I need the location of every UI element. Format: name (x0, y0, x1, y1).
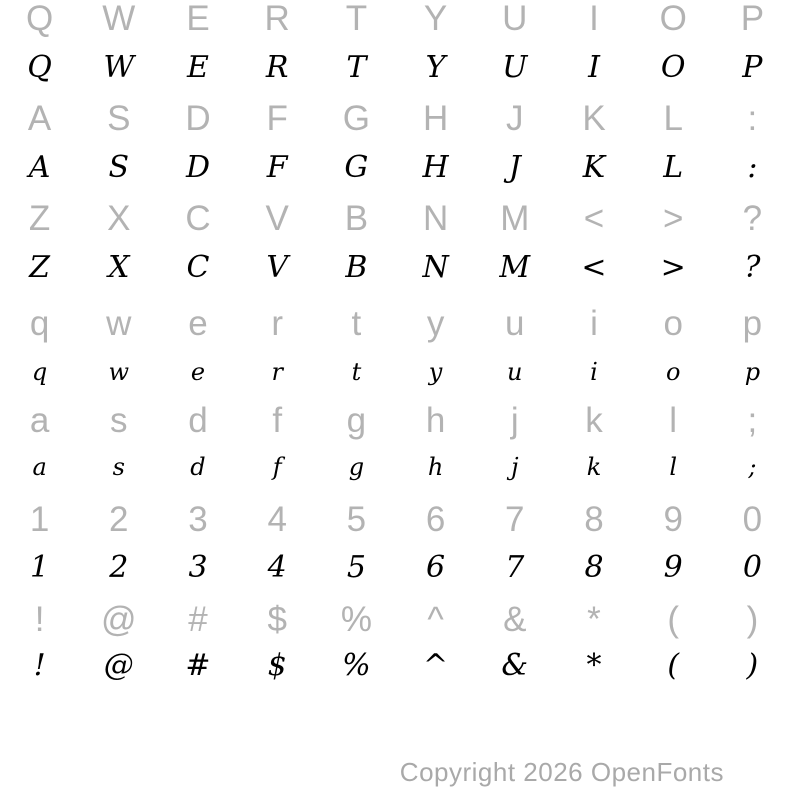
glyph-cell: ^ (423, 648, 449, 683)
glyph-cell: ^ (427, 599, 444, 639)
glyph-cell: 3 (188, 550, 208, 585)
glyph-cell: @ (101, 599, 137, 639)
glyph-cell: K (582, 150, 606, 185)
glyph-cell: P (742, 50, 763, 85)
specimen-glyph-row (0, 641, 792, 691)
glyph-cell: J (506, 98, 524, 138)
glyph-cell: ! (33, 648, 46, 683)
glyph-cell: a (29, 400, 50, 440)
glyph-cell: R (265, 50, 289, 85)
glyph-cell: 6 (426, 550, 446, 585)
glyph-cell: ) (746, 648, 759, 683)
reference-glyph-row (0, 93, 792, 143)
glyph-cell: 5 (346, 550, 366, 585)
glyph-cell: ? (742, 198, 763, 238)
glyph-cell: < (583, 198, 605, 238)
glyph-cell: % (342, 648, 371, 683)
glyph-cell: @ (103, 648, 134, 683)
glyph-cell: s (110, 400, 128, 440)
reference-glyph-row (0, 395, 792, 445)
glyph-cell: f (272, 400, 283, 440)
glyph-cell: M (499, 250, 531, 285)
glyph-cell: p (744, 358, 761, 386)
glyph-cell: w (108, 358, 130, 386)
glyph-cell: M (500, 198, 530, 238)
glyph-cell: H (422, 150, 449, 185)
glyph-cell: Z (28, 198, 51, 238)
reference-glyph-row (0, 298, 792, 348)
glyph-cell: o (663, 303, 683, 343)
glyph-cell: # (188, 599, 208, 639)
glyph-cell: s (112, 453, 125, 481)
glyph-cell: D (185, 150, 211, 185)
glyph-cell: L (663, 150, 684, 185)
glyph-cell: k (586, 453, 602, 481)
glyph-cell: R (264, 0, 290, 38)
glyph-cell: 4 (267, 499, 287, 539)
glyph-cell: O (660, 50, 686, 85)
glyph-cell: * (587, 599, 601, 639)
glyph-cell: S (108, 150, 130, 185)
glyph-cell: i (590, 358, 598, 386)
glyph-cell: e (188, 303, 208, 343)
glyph-cell: ; (747, 400, 758, 440)
glyph-cell: ; (748, 453, 757, 481)
glyph-cell: B (345, 250, 368, 285)
glyph-cell: 2 (109, 499, 129, 539)
glyph-cell: y (428, 358, 443, 386)
glyph-cell: ) (746, 599, 759, 639)
glyph-cell: 7 (505, 499, 525, 539)
glyph-cell: S (107, 98, 131, 138)
specimen-glyph-row (0, 442, 792, 492)
glyph-cell: Y (423, 0, 448, 38)
glyph-cell: C (186, 250, 210, 285)
glyph-cell: u (507, 358, 523, 386)
glyph-cell: X (108, 250, 130, 285)
glyph-cell: A (27, 98, 52, 138)
glyph-cell: * (586, 648, 602, 683)
glyph-cell: % (340, 599, 372, 639)
glyph-cell: 3 (188, 499, 208, 539)
glyph-cell: t (351, 303, 362, 343)
specimen-glyph-row (0, 43, 792, 93)
glyph-cell: t (351, 358, 362, 386)
glyph-cell: g (346, 400, 367, 440)
glyph-cell: 0 (742, 499, 763, 539)
glyph-cell: f (272, 453, 282, 481)
glyph-cell: : (747, 150, 758, 185)
glyph-cell: G (344, 150, 369, 185)
glyph-cell: 6 (425, 499, 446, 539)
glyph-cell: ( (667, 599, 680, 639)
reference-glyph-row (0, 0, 792, 43)
glyph-cell: g (348, 453, 365, 481)
glyph-cell: I (589, 0, 599, 38)
glyph-cell: p (742, 303, 763, 343)
copyright-text: Copyright 2026 OpenFonts (399, 757, 724, 787)
reference-glyph-row (0, 594, 792, 644)
glyph-cell: 8 (584, 550, 604, 585)
glyph-cell: Z (29, 250, 51, 285)
glyph-cell: F (266, 150, 288, 185)
glyph-cell: r (271, 358, 283, 386)
glyph-cell: N (422, 250, 449, 285)
glyph-cell: D (185, 98, 211, 138)
glyph-cell: h (427, 453, 444, 481)
glyph-cell: 2 (109, 550, 129, 585)
glyph-cell: q (29, 303, 50, 343)
reference-glyph-row (0, 193, 792, 243)
glyph-cell: 9 (663, 499, 683, 539)
glyph-cell: B (344, 198, 369, 238)
glyph-cell: G (342, 98, 370, 138)
glyph-cell: j (510, 400, 519, 440)
reference-glyph-row (0, 494, 792, 544)
glyph-cell: T (345, 0, 368, 38)
glyph-cell: T (346, 50, 367, 85)
glyph-cell: $ (267, 599, 287, 639)
glyph-cell: k (585, 400, 603, 440)
glyph-cell: o (665, 358, 681, 386)
glyph-cell: E (186, 0, 210, 38)
glyph-cell: : (747, 98, 758, 138)
glyph-cell: O (659, 0, 687, 38)
glyph-cell: C (185, 198, 211, 238)
glyph-cell: V (266, 250, 289, 285)
glyph-cell: 1 (29, 499, 50, 539)
glyph-cell: W (103, 50, 135, 85)
glyph-cell: 8 (584, 499, 604, 539)
glyph-cell: q (31, 358, 48, 386)
glyph-cell: > (662, 198, 684, 238)
glyph-cell: L (663, 98, 683, 138)
glyph-cell: u (505, 303, 525, 343)
glyph-cell: h (425, 400, 446, 440)
glyph-cell: H (422, 98, 449, 138)
glyph-cell: N (422, 198, 449, 238)
glyph-cell: P (740, 0, 765, 38)
glyph-cell: w (106, 303, 132, 343)
glyph-cell: X (107, 198, 131, 238)
specimen-glyph-row (0, 347, 792, 397)
specimen-glyph-row (0, 143, 792, 193)
specimen-glyph-row (0, 243, 792, 293)
glyph-cell: # (185, 648, 211, 683)
glyph-cell: Q (25, 0, 54, 38)
glyph-cell: l (669, 453, 678, 481)
glyph-cell: ? (744, 250, 761, 285)
glyph-cell: l (669, 400, 678, 440)
glyph-cell: d (190, 453, 206, 481)
glyph-cell: ( (667, 648, 680, 683)
glyph-cell: 7 (505, 550, 525, 585)
glyph-cell: V (265, 198, 289, 238)
glyph-cell: Y (425, 50, 446, 85)
glyph-cell: J (508, 150, 521, 185)
glyph-cell: i (590, 303, 598, 343)
glyph-cell: K (582, 98, 606, 138)
glyph-cell: 4 (267, 550, 287, 585)
glyph-cell: a (32, 453, 47, 481)
glyph-cell: > (660, 250, 686, 285)
glyph-cell: U (502, 50, 528, 85)
glyph-cell: & (503, 599, 527, 639)
glyph-cell: 1 (30, 550, 50, 585)
glyph-cell: 9 (663, 550, 683, 585)
glyph-cell: U (502, 0, 528, 38)
glyph-cell: d (188, 400, 208, 440)
glyph-cell: W (102, 0, 136, 38)
glyph-cell: r (271, 303, 284, 343)
glyph-cell: < (581, 250, 607, 285)
glyph-cell: ! (34, 599, 45, 639)
glyph-cell: I (588, 50, 600, 85)
glyph-cell: e (190, 358, 206, 386)
specimen-glyph-row (0, 543, 792, 593)
glyph-cell: j (511, 453, 519, 481)
glyph-cell: Q (27, 50, 52, 85)
glyph-cell: y (426, 303, 445, 343)
glyph-cell: 0 (742, 550, 762, 585)
glyph-cell: 5 (346, 499, 367, 539)
glyph-cell: A (28, 150, 51, 185)
glyph-cell: $ (267, 648, 287, 683)
glyph-cell: E (187, 50, 209, 85)
glyph-cell: & (501, 648, 529, 683)
glyph-cell: F (266, 98, 288, 138)
